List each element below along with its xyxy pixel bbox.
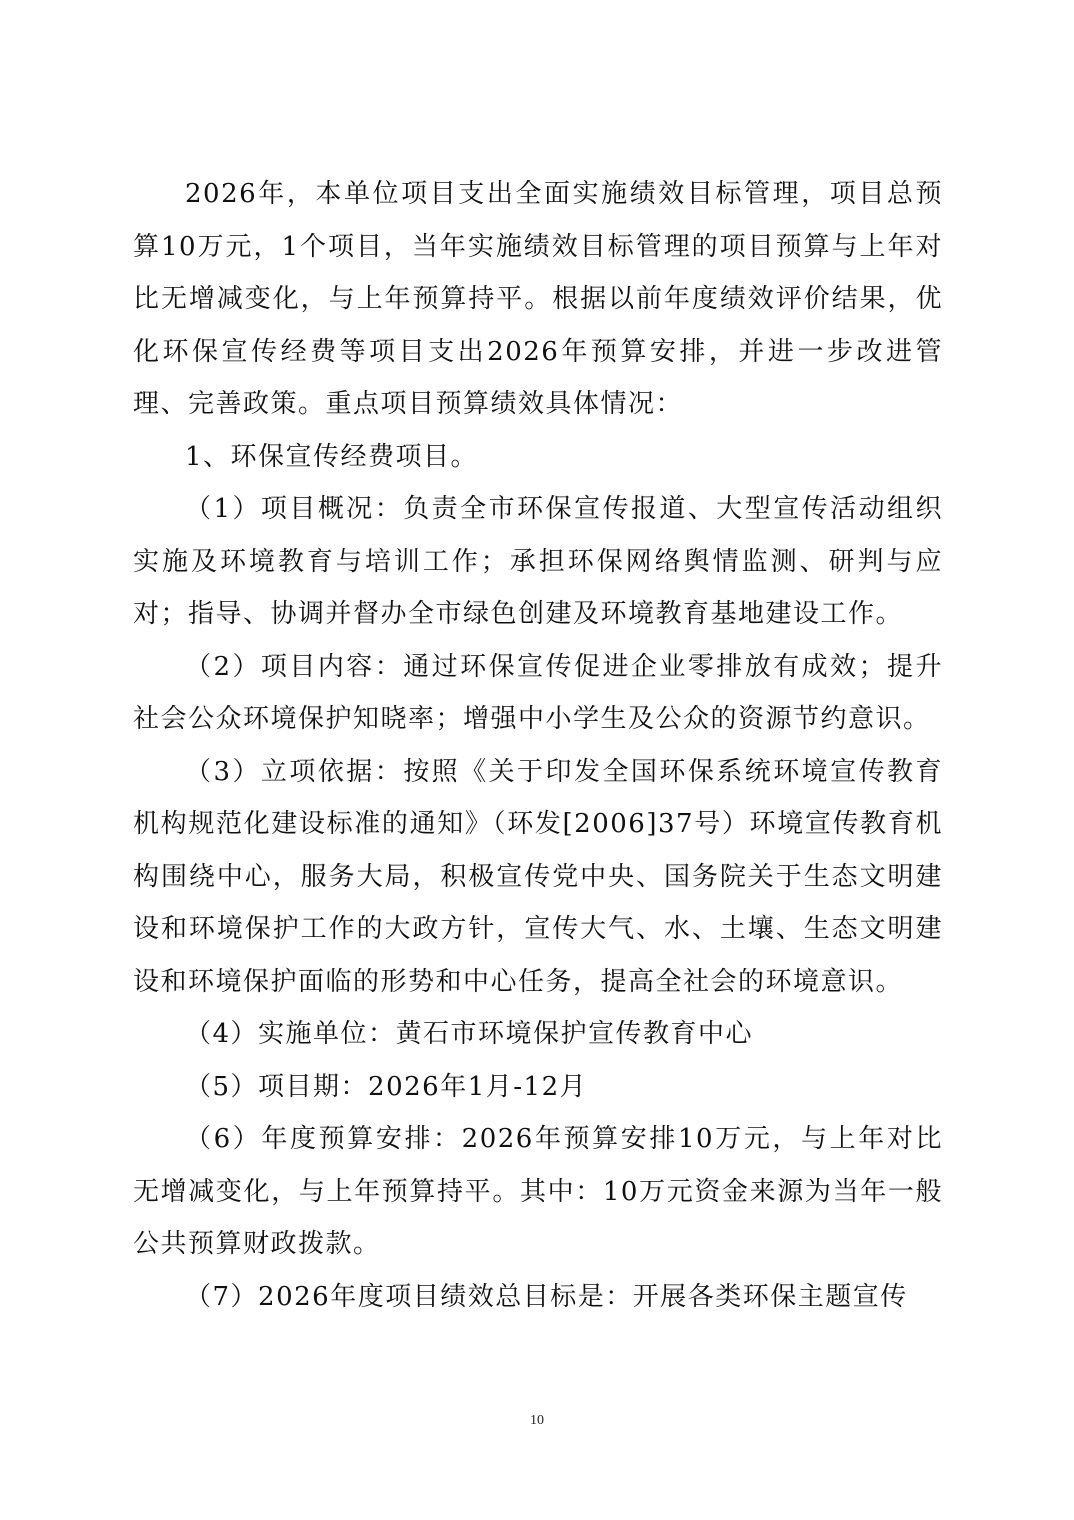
paragraph-project-basis: （3）立项依据：按照《关于印发全国环保系统环境宣传教育机构规范化建设标准的通知》（环发[2006]37号）环境宣传教育机构围绕中心，服务大局，积极宣传党中央、国务院关于生态文明建设和环境保护工作的大政方针，宣传大气、水、土壤、生态文明建设和环境保护面临的形势和中心任务，提高全社会的环境意识。	[133, 756, 943, 997]
paragraph-performance-goal: （7）2026年度项目绩效总目标是：开展各类环保主题宣传	[185, 1281, 908, 1312]
paragraph-project-overview: （1）项目概况：负责全市环保宣传报道、大型宣传活动组织实施及环境教育与培训工作；承担环保网络舆情监测、研判与应对；指导、协调并督办全市绿色创建及环境教育基地建设工作。	[133, 494, 943, 629]
paragraph-annual-budget: （6）年度预算安排：2026年预算安排10万元，与上年对比无增减变化，与上年预算持平。其中：10万元资金来源为当年一般公共预算财政拨款。	[133, 1124, 943, 1259]
paragraph-project-period: （5）项目期：2026年1月-12月	[185, 1071, 588, 1102]
paragraph-project-content: （2）项目内容：通过环保宣传促进企业零排放有成效；提升社会公众环境保护知晓率；增强中小学生及公众的资源节约意识。	[133, 651, 943, 734]
document-body	[133, 168, 943, 1323]
paragraph-implementing-unit: （4）实施单位：黄石市环境保护宣传教育中心	[185, 1019, 754, 1049]
paragraph-intro: 2026年，本单位项目支出全面实施绩效目标管理，项目总预算10万元，1个项目，当年实施绩效目标管理的项目预算与上年对比无增减变化，与上年预算持平。根据以前年度绩效评价结果，优化环保宣传经费等项目支出2026年预算安排，并进一步改进管理、完善政策。重点项目预算绩效具体情况：	[133, 179, 943, 419]
paragraph-project-heading: 1、环保宣传经费项目。	[185, 441, 479, 472]
page-number: 10	[530, 1413, 544, 1428]
